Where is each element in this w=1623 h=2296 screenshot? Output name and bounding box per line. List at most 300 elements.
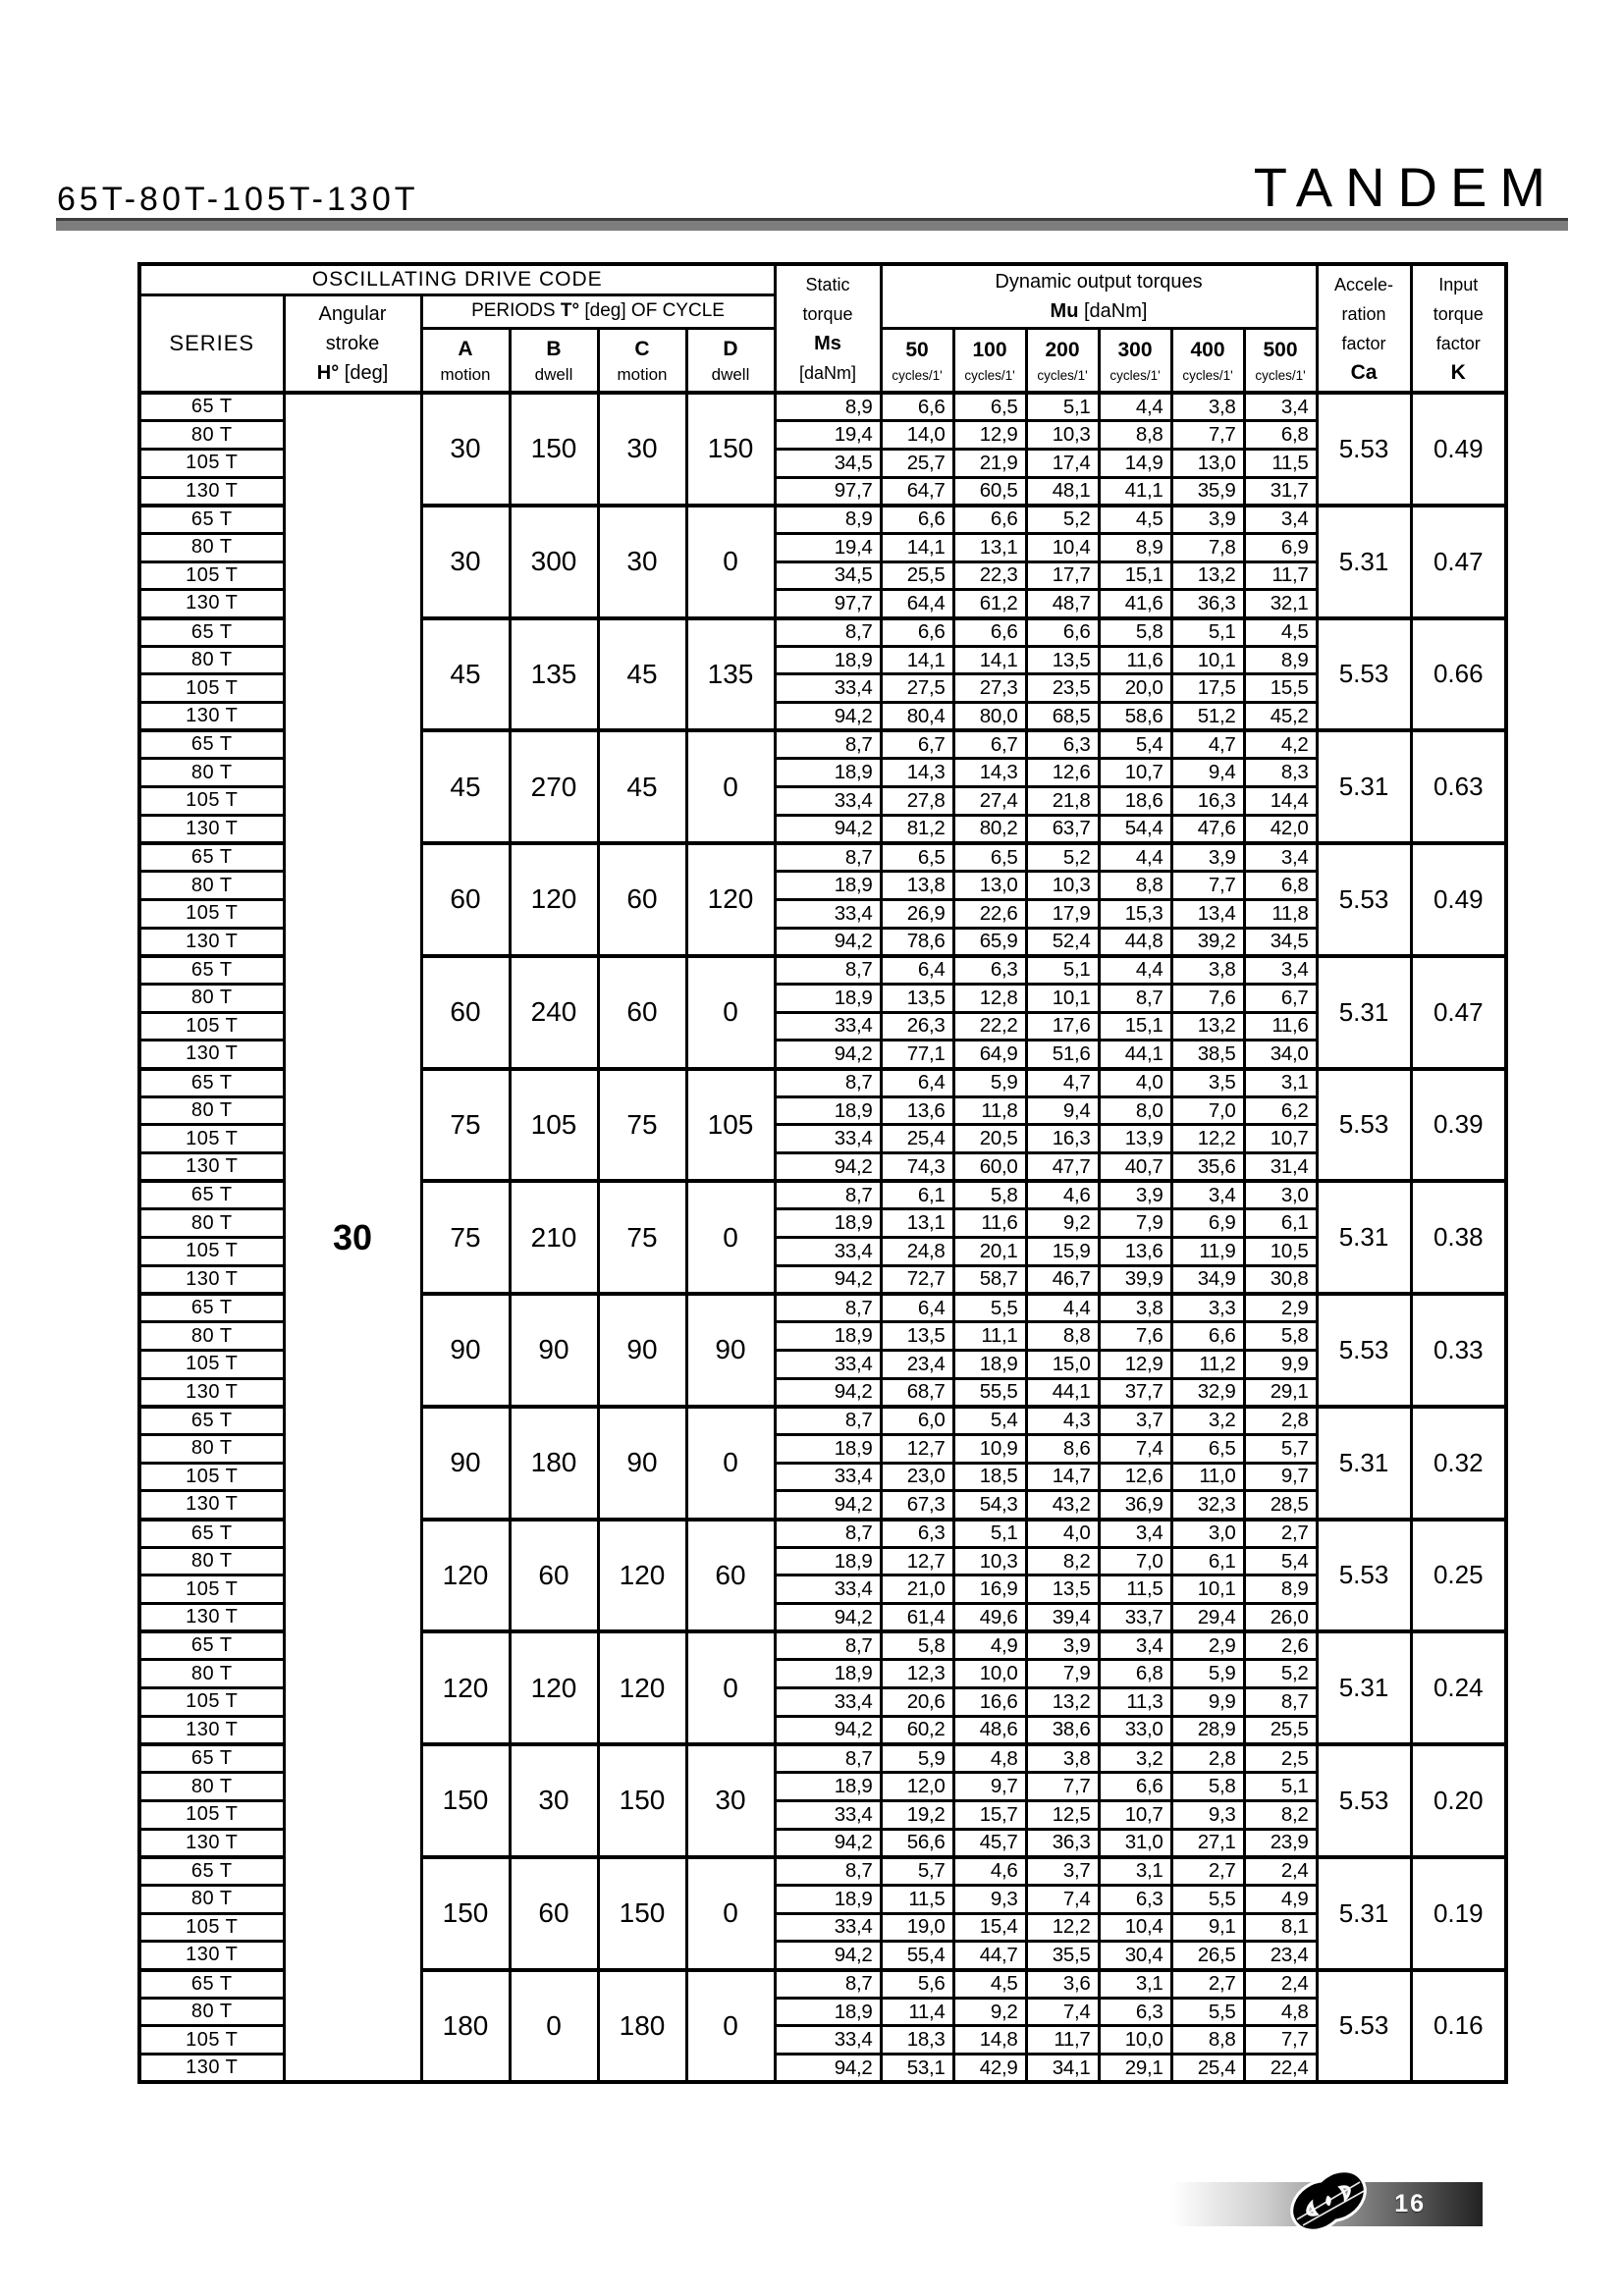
period-value: 30 <box>686 1744 775 1857</box>
dynamic-torque-value: 65,9 <box>953 928 1026 956</box>
dynamic-torque-value: 64,4 <box>881 590 953 618</box>
dynamic-torque-value: 20,0 <box>1099 674 1171 703</box>
period-value: 150 <box>421 1857 510 1970</box>
static-torque-value: 34,5 <box>775 561 881 590</box>
static-torque-value: 8,7 <box>775 1520 881 1548</box>
dynamic-torque-value: 3,8 <box>1026 1744 1099 1773</box>
period-value: 30 <box>421 506 510 618</box>
dynamic-torque-value: 61,4 <box>881 1604 953 1632</box>
dynamic-torque-value: 6,3 <box>1099 1998 1171 2026</box>
dynamic-torque-value: 10,4 <box>1099 1913 1171 1942</box>
series-cell: 80 T <box>139 759 284 787</box>
k-value: 0.33 <box>1411 1294 1506 1407</box>
dynamic-torque-value: 78,6 <box>881 928 953 956</box>
static-torque-value: 33,4 <box>775 899 881 928</box>
dynamic-torque-value: 5,1 <box>1244 1773 1317 1801</box>
static-torque-value: 8,9 <box>775 506 881 534</box>
dynamic-torque-value: 47,6 <box>1171 815 1244 843</box>
dynamic-torque-value: 13,2 <box>1171 561 1244 590</box>
static-torque-value: 94,2 <box>775 1829 881 1857</box>
dynamic-torque-value: 11,0 <box>1171 1463 1244 1491</box>
dynamic-torque-value: 47,7 <box>1026 1153 1099 1182</box>
period-value: 60 <box>510 1520 598 1632</box>
static-torque-value: 18,9 <box>775 1434 881 1463</box>
dynamic-torque-value: 12,9 <box>953 421 1026 450</box>
dynamic-torque-value: 5,4 <box>1099 730 1171 759</box>
dynamic-torque-value: 2,9 <box>1171 1631 1244 1660</box>
dynamic-torque-value: 20,1 <box>953 1238 1026 1266</box>
dynamic-torque-value: 13,6 <box>1099 1238 1171 1266</box>
dynamic-torque-value: 38,5 <box>1171 1041 1244 1069</box>
dynamic-torque-value: 12,6 <box>1026 759 1099 787</box>
static-torque-value: 33,4 <box>775 1688 881 1717</box>
dynamic-torque-value: 11,8 <box>1244 899 1317 928</box>
dynamic-torque-value: 21,9 <box>953 449 1026 477</box>
dynamic-torque-value: 14,4 <box>1244 787 1317 816</box>
dynamic-torque-value: 6,7 <box>881 730 953 759</box>
series-cell: 65 T <box>139 393 284 421</box>
dynamic-torque-value: 12,2 <box>1171 1125 1244 1153</box>
dynamic-torque-value: 23,5 <box>1026 674 1099 703</box>
input-torque-factor-line: Input <box>1438 274 1479 294</box>
static-torque-value: 33,4 <box>775 1238 881 1266</box>
dynamic-torque-value: 9,4 <box>1171 759 1244 787</box>
ca-value: 5.53 <box>1317 1069 1411 1182</box>
period-value: 180 <box>598 1970 686 2083</box>
period-letter: A <box>458 337 473 360</box>
header-input-torque-factor <box>1411 264 1506 393</box>
k-value: 0.49 <box>1411 843 1506 956</box>
dynamic-torque-value: 24,8 <box>881 1238 953 1266</box>
dynamic-torque-value: 5,1 <box>1171 618 1244 647</box>
series-cell: 80 T <box>139 421 284 450</box>
dynamic-torque-value: 10,7 <box>1244 1125 1317 1153</box>
dynamic-torque-value: 6,1 <box>1244 1209 1317 1238</box>
dynamic-torque-value: 51,6 <box>1026 1041 1099 1069</box>
static-torque-value: 33,4 <box>775 1125 881 1153</box>
dynamic-torque-value: 68,7 <box>881 1378 953 1407</box>
period-value: 0 <box>510 1970 598 2083</box>
dynamic-torque-value: 17,7 <box>1026 561 1099 590</box>
dynamic-torque-value: 5,6 <box>881 1970 953 1999</box>
dynamic-torque-value: 21,8 <box>1026 787 1099 816</box>
header-periods-of-cycle <box>421 294 775 328</box>
dynamic-torques-unit: [daNm] <box>1083 299 1148 322</box>
dynamic-torque-value: 6,3 <box>1099 1885 1171 1913</box>
dynamic-torque-value: 22,3 <box>953 561 1026 590</box>
dynamic-torque-value: 8,3 <box>1244 759 1317 787</box>
series-cell: 80 T <box>139 984 284 1012</box>
dynamic-torque-value: 33,0 <box>1099 1716 1171 1744</box>
dynamic-torque-value: 6,9 <box>1171 1209 1244 1238</box>
period-value: 0 <box>686 1970 775 2083</box>
series-cell: 80 T <box>139 1998 284 2026</box>
series-cell: 105 T <box>139 1238 284 1266</box>
series-cell: 105 T <box>139 1350 284 1378</box>
dynamic-torque-value: 2,6 <box>1244 1631 1317 1660</box>
dynamic-torque-value: 11,8 <box>953 1096 1026 1125</box>
dynamic-torque-value: 74,3 <box>881 1153 953 1182</box>
dynamic-torque-value: 5,1 <box>1026 393 1099 421</box>
series-cell: 130 T <box>139 815 284 843</box>
dynamic-torque-value: 4,4 <box>1099 843 1171 872</box>
k-value: 0.19 <box>1411 1857 1506 1970</box>
static-torque-value: 94,2 <box>775 1491 881 1520</box>
static-torque-value: 8,7 <box>775 1294 881 1322</box>
period-value: 30 <box>510 1744 598 1857</box>
dynamic-torque-value: 58,6 <box>1099 703 1171 731</box>
series-cell: 130 T <box>139 1378 284 1407</box>
dynamic-torque-value: 7,8 <box>1171 533 1244 561</box>
acceleration-factor-symbol: Ca <box>1350 360 1378 384</box>
dynamic-torque-value: 31,0 <box>1099 1829 1171 1857</box>
series-cell: 105 T <box>139 1913 284 1942</box>
static-torque-value: 8,7 <box>775 1069 881 1097</box>
dynamic-torque-value: 5,1 <box>953 1520 1026 1548</box>
period-kind: dwell <box>534 364 573 384</box>
dynamic-torque-value: 6,1 <box>881 1181 953 1209</box>
dynamic-torque-value: 35,9 <box>1171 477 1244 506</box>
dynamic-torque-value: 19,0 <box>881 1913 953 1942</box>
dynamic-torque-value: 10,3 <box>953 1547 1026 1575</box>
header-series: SERIES <box>139 294 284 393</box>
dynamic-torque-value: 5,1 <box>1026 956 1099 985</box>
dynamic-torque-value: 35,5 <box>1026 1942 1099 1970</box>
dynamic-torque-value: 44,1 <box>1026 1378 1099 1407</box>
dynamic-torque-value: 7,6 <box>1171 984 1244 1012</box>
dynamic-torque-value: 4,5 <box>1244 618 1317 647</box>
dynamic-torque-value: 41,6 <box>1099 590 1171 618</box>
dynamic-torque-value: 3,4 <box>1099 1520 1171 1548</box>
header-speed-50 <box>881 328 953 393</box>
dynamic-torque-value: 81,2 <box>881 815 953 843</box>
static-torque-value: 94,2 <box>775 703 881 731</box>
period-value: 135 <box>686 618 775 731</box>
period-value: 45 <box>421 618 510 731</box>
dynamic-torque-value: 8,6 <box>1026 1434 1099 1463</box>
period-value: 75 <box>598 1069 686 1182</box>
dynamic-torque-value: 4,8 <box>1244 1998 1317 2026</box>
series-cell: 105 T <box>139 1575 284 1604</box>
dynamic-torque-value: 15,1 <box>1099 561 1171 590</box>
header-speed-400 <box>1171 328 1244 393</box>
dynamic-torque-value: 8,1 <box>1244 1913 1317 1942</box>
static-torque-symbol: Ms <box>814 332 841 354</box>
static-torque-value: 94,2 <box>775 1378 881 1407</box>
period-value: 75 <box>421 1181 510 1294</box>
dynamic-torque-value: 6,6 <box>953 506 1026 534</box>
period-value: 30 <box>598 506 686 618</box>
acceleration-factor-line: ration <box>1341 303 1386 324</box>
series-cell: 65 T <box>139 843 284 872</box>
dynamic-torque-value: 39,4 <box>1026 1604 1099 1632</box>
angular-stroke-value: 30 <box>284 393 421 2082</box>
period-value: 90 <box>421 1407 510 1520</box>
dynamic-torque-value: 11,7 <box>1244 561 1317 590</box>
period-value: 45 <box>598 618 686 731</box>
dynamic-torque-value: 37,7 <box>1099 1378 1171 1407</box>
dynamic-torque-value: 27,1 <box>1171 1829 1244 1857</box>
dynamic-torque-value: 6,8 <box>1099 1660 1171 1688</box>
dynamic-torque-value: 8,8 <box>1026 1322 1099 1351</box>
header-oscillating-drive-code: OSCILLATING DRIVE CODE <box>139 264 775 294</box>
speed-value: 400 <box>1190 338 1225 361</box>
dynamic-torque-value: 35,6 <box>1171 1153 1244 1182</box>
static-torque-value: 33,4 <box>775 1012 881 1041</box>
series-cell: 105 T <box>139 1125 284 1153</box>
dynamic-torque-value: 10,0 <box>953 1660 1026 1688</box>
dynamic-torque-value: 80,2 <box>953 815 1026 843</box>
dynamic-torque-value: 23,0 <box>881 1463 953 1491</box>
dynamic-torque-value: 3,1 <box>1099 1857 1171 1886</box>
period-value: 0 <box>686 506 775 618</box>
dynamic-torque-value: 15,3 <box>1099 899 1171 928</box>
dynamic-torque-value: 3,4 <box>1171 1181 1244 1209</box>
dynamic-torque-value: 3,0 <box>1244 1181 1317 1209</box>
dynamic-torque-value: 6,6 <box>881 618 953 647</box>
dynamic-torque-value: 2,9 <box>1244 1294 1317 1322</box>
series-cell: 130 T <box>139 477 284 506</box>
dynamic-torque-value: 10,1 <box>1171 646 1244 674</box>
dynamic-torque-value: 5,8 <box>1244 1322 1317 1351</box>
dynamic-torque-value: 6,7 <box>1244 984 1317 1012</box>
dynamic-torque-value: 9,4 <box>1026 1096 1099 1125</box>
dynamic-torque-value: 13,9 <box>1099 1125 1171 1153</box>
speed-value: 200 <box>1045 338 1080 361</box>
series-cell: 65 T <box>139 730 284 759</box>
dynamic-torque-value: 26,3 <box>881 1012 953 1041</box>
dynamic-torque-value: 13,5 <box>881 1322 953 1351</box>
period-value: 0 <box>686 1631 775 1744</box>
series-cell: 105 T <box>139 561 284 590</box>
series-cell: 65 T <box>139 506 284 534</box>
ca-value: 5.31 <box>1317 1407 1411 1520</box>
static-torque-value: 18,9 <box>775 1096 881 1125</box>
dynamic-torque-value: 34,1 <box>1026 2055 1099 2083</box>
dynamic-torque-value: 2,4 <box>1244 1970 1317 1999</box>
series-cell: 65 T <box>139 618 284 647</box>
static-torque-value: 18,9 <box>775 1322 881 1351</box>
dynamic-torque-value: 43,2 <box>1026 1491 1099 1520</box>
period-value: 60 <box>598 956 686 1069</box>
dynamic-torque-value: 3,8 <box>1099 1294 1171 1322</box>
dynamic-torque-value: 28,5 <box>1244 1491 1317 1520</box>
period-value: 60 <box>598 843 686 956</box>
brand-name: TANDEM <box>1253 156 1558 218</box>
dynamic-torque-value: 4,0 <box>1026 1520 1099 1548</box>
period-value: 90 <box>686 1294 775 1407</box>
dynamic-torque-value: 5,4 <box>1244 1547 1317 1575</box>
torque-table <box>137 262 1508 2084</box>
dynamic-torque-value: 13,5 <box>881 984 953 1012</box>
dynamic-torque-value: 12,7 <box>881 1434 953 1463</box>
dynamic-torque-value: 4,8 <box>953 1744 1026 1773</box>
series-cell: 130 T <box>139 1041 284 1069</box>
series-cell: 80 T <box>139 872 284 900</box>
dynamic-torque-value: 29,1 <box>1244 1378 1317 1407</box>
dynamic-torque-value: 9,9 <box>1171 1688 1244 1717</box>
dynamic-torque-value: 15,7 <box>953 1800 1026 1829</box>
speed-value: 300 <box>1117 338 1153 361</box>
dynamic-torque-value: 5,9 <box>1171 1660 1244 1688</box>
dynamic-torque-value: 34,5 <box>1244 928 1317 956</box>
dynamic-torque-value: 2,7 <box>1171 1970 1244 1999</box>
dynamic-torque-value: 44,7 <box>953 1942 1026 1970</box>
dynamic-torque-value: 13,2 <box>1171 1012 1244 1041</box>
period-value: 270 <box>510 730 598 843</box>
dynamic-torque-value: 16,6 <box>953 1688 1026 1717</box>
series-cell: 105 T <box>139 1463 284 1491</box>
dynamic-torque-value: 30,8 <box>1244 1265 1317 1294</box>
static-torque-value: 97,7 <box>775 477 881 506</box>
dynamic-torques-symbol: Mu <box>1050 299 1079 322</box>
ca-value: 5.53 <box>1317 1970 1411 2083</box>
static-torque-value: 18,9 <box>775 1209 881 1238</box>
dynamic-torque-value: 12,6 <box>1099 1463 1171 1491</box>
series-cell: 80 T <box>139 1322 284 1351</box>
ca-value: 5.53 <box>1317 1744 1411 1857</box>
dynamic-torque-value: 17,9 <box>1026 899 1099 928</box>
period-value: 90 <box>421 1294 510 1407</box>
k-value: 0.39 <box>1411 1069 1506 1182</box>
series-cell: 130 T <box>139 1829 284 1857</box>
dynamic-torque-value: 11,3 <box>1099 1688 1171 1717</box>
dynamic-torque-value: 8,9 <box>1244 1575 1317 1604</box>
period-letter: B <box>546 337 562 360</box>
dynamic-torque-value: 5,9 <box>881 1744 953 1773</box>
period-value: 150 <box>598 1857 686 1970</box>
k-value: 0.25 <box>1411 1520 1506 1632</box>
static-torque-value: 33,4 <box>775 674 881 703</box>
dynamic-torque-value: 13,5 <box>1026 646 1099 674</box>
angular-stroke-unit: [deg] <box>344 361 389 384</box>
acceleration-factor-line: factor <box>1341 333 1386 353</box>
dynamic-torque-value: 9,9 <box>1244 1350 1317 1378</box>
period-value: 150 <box>510 393 598 506</box>
ca-value: 5.53 <box>1317 1294 1411 1407</box>
dynamic-torque-value: 8,8 <box>1099 421 1171 450</box>
period-value: 150 <box>598 1744 686 1857</box>
dynamic-torque-value: 3,9 <box>1099 1181 1171 1209</box>
dynamic-torque-value: 9,3 <box>953 1885 1026 1913</box>
series-cell: 65 T <box>139 1294 284 1322</box>
dynamic-torque-value: 53,1 <box>881 2055 953 2083</box>
dynamic-torque-value: 4,6 <box>953 1857 1026 1886</box>
dynamic-torque-value: 31,4 <box>1244 1153 1317 1182</box>
dynamic-torque-value: 15,0 <box>1026 1350 1099 1378</box>
series-cell: 130 T <box>139 928 284 956</box>
static-torque-value: 94,2 <box>775 1265 881 1294</box>
dynamic-torque-value: 4,9 <box>1244 1885 1317 1913</box>
period-letter: C <box>634 337 650 360</box>
dynamic-torque-value: 19,2 <box>881 1800 953 1829</box>
series-cell: 130 T <box>139 590 284 618</box>
static-torque-value: 19,4 <box>775 421 881 450</box>
dynamic-torque-value: 11,7 <box>1026 2026 1099 2055</box>
series-cell: 65 T <box>139 1069 284 1097</box>
dynamic-torque-value: 8,8 <box>1171 2026 1244 2055</box>
dynamic-torque-value: 17,4 <box>1026 449 1099 477</box>
static-torque-value: 18,9 <box>775 1547 881 1575</box>
dynamic-torque-value: 9,2 <box>953 1998 1026 2026</box>
dynamic-torque-value: 27,4 <box>953 787 1026 816</box>
dynamic-torque-value: 4,7 <box>1171 730 1244 759</box>
dynamic-torque-value: 9,7 <box>953 1773 1026 1801</box>
dynamic-torque-value: 2,4 <box>1244 1857 1317 1886</box>
dynamic-torque-value: 4,5 <box>1099 506 1171 534</box>
dynamic-torque-value: 10,1 <box>1026 984 1099 1012</box>
dynamic-torque-value: 52,4 <box>1026 928 1099 956</box>
dynamic-torque-value: 14,3 <box>881 759 953 787</box>
dynamic-torque-value: 22,4 <box>1244 2055 1317 2083</box>
static-torque-value: 94,2 <box>775 1041 881 1069</box>
dynamic-torque-value: 6,6 <box>1026 618 1099 647</box>
dynamic-torque-value: 5,8 <box>1171 1773 1244 1801</box>
dynamic-torque-value: 5,5 <box>1171 1885 1244 1913</box>
dynamic-torque-value: 5,8 <box>953 1181 1026 1209</box>
static-torque-unit: [daNm] <box>798 362 857 383</box>
dynamic-torque-value: 20,6 <box>881 1688 953 1717</box>
ca-value: 5.53 <box>1317 393 1411 506</box>
speed-value: 100 <box>972 338 1007 361</box>
dynamic-torque-value: 6,6 <box>1171 1322 1244 1351</box>
static-torque-value: 33,4 <box>775 2026 881 2055</box>
dynamic-torque-value: 3,4 <box>1244 393 1317 421</box>
dynamic-torque-value: 7,4 <box>1026 1885 1099 1913</box>
static-torque-value: 33,4 <box>775 1350 881 1378</box>
dynamic-torque-value: 15,5 <box>1244 674 1317 703</box>
static-torque-value: 33,4 <box>775 1913 881 1942</box>
dynamic-torque-value: 5,2 <box>1026 506 1099 534</box>
dynamic-torque-value: 7,7 <box>1171 872 1244 900</box>
acceleration-factor-line: Accele- <box>1333 274 1394 294</box>
dynamic-torque-value: 11,6 <box>1099 646 1171 674</box>
periods-prefix: PERIODS <box>471 300 556 321</box>
dynamic-torque-value: 8,7 <box>1244 1688 1317 1717</box>
header-speed-200 <box>1026 328 1099 393</box>
dynamic-torque-value: 46,7 <box>1026 1265 1099 1294</box>
dynamic-torque-value: 39,2 <box>1171 928 1244 956</box>
k-value: 0.24 <box>1411 1631 1506 1744</box>
dynamic-torque-value: 39,9 <box>1099 1265 1171 1294</box>
series-cell: 130 T <box>139 1491 284 1520</box>
dynamic-torque-value: 5,5 <box>1171 1998 1244 2026</box>
dynamic-torque-value: 2,8 <box>1244 1407 1317 1435</box>
dynamic-torque-value: 9,7 <box>1244 1463 1317 1491</box>
dynamic-torque-value: 11,1 <box>953 1322 1026 1351</box>
dynamic-torque-value: 3,6 <box>1026 1970 1099 1999</box>
ca-value: 5.31 <box>1317 730 1411 843</box>
static-torque-value: 18,9 <box>775 1660 881 1688</box>
dynamic-torque-value: 22,2 <box>953 1012 1026 1041</box>
dynamic-torque-value: 7,6 <box>1099 1322 1171 1351</box>
dynamic-torque-value: 11,5 <box>881 1885 953 1913</box>
header-angular-stroke <box>284 294 421 393</box>
series-cell: 80 T <box>139 1434 284 1463</box>
dynamic-torque-value: 18,9 <box>953 1350 1026 1378</box>
header-speed-300 <box>1099 328 1171 393</box>
dynamic-torque-value: 4,6 <box>1026 1181 1099 1209</box>
dynamic-torque-value: 54,4 <box>1099 815 1171 843</box>
dynamic-torque-value: 3,4 <box>1244 956 1317 985</box>
dynamic-torque-value: 29,4 <box>1171 1604 1244 1632</box>
dynamic-torque-value: 80,0 <box>953 703 1026 731</box>
dynamic-torque-value: 12,7 <box>881 1547 953 1575</box>
dynamic-torque-value: 3,9 <box>1171 843 1244 872</box>
static-torque-value: 94,2 <box>775 1153 881 1182</box>
dynamic-torque-value: 20,5 <box>953 1125 1026 1153</box>
dynamic-torque-value: 14,7 <box>1026 1463 1099 1491</box>
